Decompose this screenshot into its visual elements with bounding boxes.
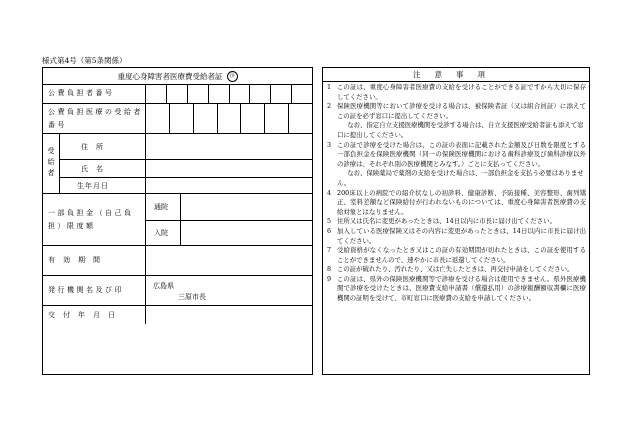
name-row bbox=[59, 160, 312, 178]
note-text: 住所又は氏名に変更があったときは、14日以内に市長に届け出てください。 bbox=[337, 217, 556, 226]
note-item bbox=[327, 265, 586, 275]
note-text: 受給資格がなくなったとき又はこの証の有効期間が切れたときは、この証を使用することができませんので、速やかに市長に返還してください。 bbox=[337, 246, 586, 264]
seal-mark: ㊞ bbox=[227, 71, 238, 82]
payer-number-boxes bbox=[146, 84, 312, 103]
payer-number-row bbox=[43, 84, 312, 104]
note-item: なお、保険薬局で薬剤の支給を受けた場合は、一部負担金を支払う必要はありません。 bbox=[337, 169, 584, 187]
issuer-label: 発行機関名及び印 bbox=[43, 276, 146, 305]
note-item bbox=[327, 141, 586, 170]
note-item bbox=[327, 246, 586, 265]
copay-label: 一部負担金（自己負担）限度額 bbox=[43, 194, 146, 245]
note-number: 1 bbox=[327, 83, 332, 91]
validity-label: 有効期間 bbox=[43, 246, 146, 275]
note-text: この証は、県外の保険医療機関等で診療を受ける場合は使用できません。県外医療機関で診療を受けたときは、医療費支給申請書（償還払用）の診療報酬額収書欄に医療機関の証明を受けて、市町窓口に医療費の支給を申請してください。 bbox=[337, 274, 586, 303]
birthdate-label: 生年月日 bbox=[59, 178, 146, 194]
note-item bbox=[327, 83, 586, 102]
recipient-section bbox=[43, 134, 312, 194]
note-text: 保険医療機関等において診療を受ける場合は、被保険者証（又は組合員証）に添えてこの証を必ず窓口に提出してください。 bbox=[337, 102, 586, 120]
note-number: 6 bbox=[327, 226, 332, 235]
certificate-table bbox=[42, 67, 313, 375]
certificate-title-text: 重度心身障害者医療費受給者証 bbox=[117, 71, 223, 81]
note-text: この証で診療を受けた場合は、この証の表面に記載された金額及び日数を限度とする一部負担金を保険医療機関（同一の保険医療機関における歯科診療及び歯科診療以外の診療は、それぞれ別の医療機関とみなす。）ごとに支払ってください。 bbox=[337, 140, 586, 168]
note-item bbox=[327, 217, 586, 227]
outpatient-label: 通院 bbox=[154, 203, 168, 211]
note-item bbox=[327, 189, 586, 218]
address-label: 住所 bbox=[59, 134, 146, 159]
note-number: 5 bbox=[327, 217, 332, 226]
note-text: この証が破れたり、汚れたり、又は亡失したときは、再交付申請をしてください。 bbox=[337, 265, 574, 274]
copay-row bbox=[43, 194, 312, 246]
note-text: 加入している医療保険又はその内容に変更があったときは、14日以内に市長に届け出てください。 bbox=[337, 226, 586, 245]
note-item bbox=[327, 102, 586, 121]
note-item bbox=[327, 275, 586, 304]
note-item bbox=[327, 227, 586, 246]
inpatient-label: 入院 bbox=[154, 229, 168, 237]
note-item: なお、指定自立支援医療機関を受診する場合は、自立支援医療受給者証も添えて窓口に提出してください。 bbox=[337, 121, 584, 139]
note-number: 3 bbox=[327, 140, 332, 149]
notes-panel bbox=[322, 67, 590, 375]
note-text: 200床以上の病院での紹介状なしの初診料、健康診断、予防接種、美容整形、歯列矯正、室料差額など保険給付が行われないものについては、重度心身障害者医療費の支給対象とはなりません。 bbox=[337, 188, 586, 216]
issuer-city: 三原市長 bbox=[178, 293, 206, 301]
notes-title: 注意事項 bbox=[323, 68, 589, 82]
notes-list bbox=[327, 83, 586, 304]
note-number: 7 bbox=[327, 246, 332, 255]
note-text: この証は、重度心身障害者医療費の支給を受けることができる証ですから大切に保存してください。 bbox=[337, 83, 586, 101]
name-label: 氏名 bbox=[59, 160, 146, 177]
certificate-title bbox=[43, 68, 312, 85]
recipient-number-label: 公費負担医療の受給者番号 bbox=[43, 104, 146, 133]
note-number: 8 bbox=[327, 265, 332, 274]
note-number: 4 bbox=[327, 188, 332, 197]
recipient-number-row bbox=[43, 104, 312, 134]
issuer-row bbox=[43, 276, 312, 306]
form-number: 様式第4号（第5条関係） bbox=[42, 56, 127, 65]
payer-number-label: 公費負担者番号 bbox=[43, 84, 146, 103]
recipient-group-label: 受給者 bbox=[43, 134, 60, 193]
issue-date-row bbox=[43, 306, 312, 324]
note-number: 2 bbox=[327, 102, 332, 111]
address-row bbox=[59, 134, 312, 160]
birthdate-row bbox=[59, 178, 312, 194]
validity-row bbox=[43, 246, 312, 276]
recipient-number-boxes bbox=[146, 104, 312, 133]
issuer-prefecture: 広島県 bbox=[153, 282, 174, 290]
note-number: 9 bbox=[327, 274, 332, 283]
issue-date-label: 交付年月日 bbox=[43, 306, 146, 324]
